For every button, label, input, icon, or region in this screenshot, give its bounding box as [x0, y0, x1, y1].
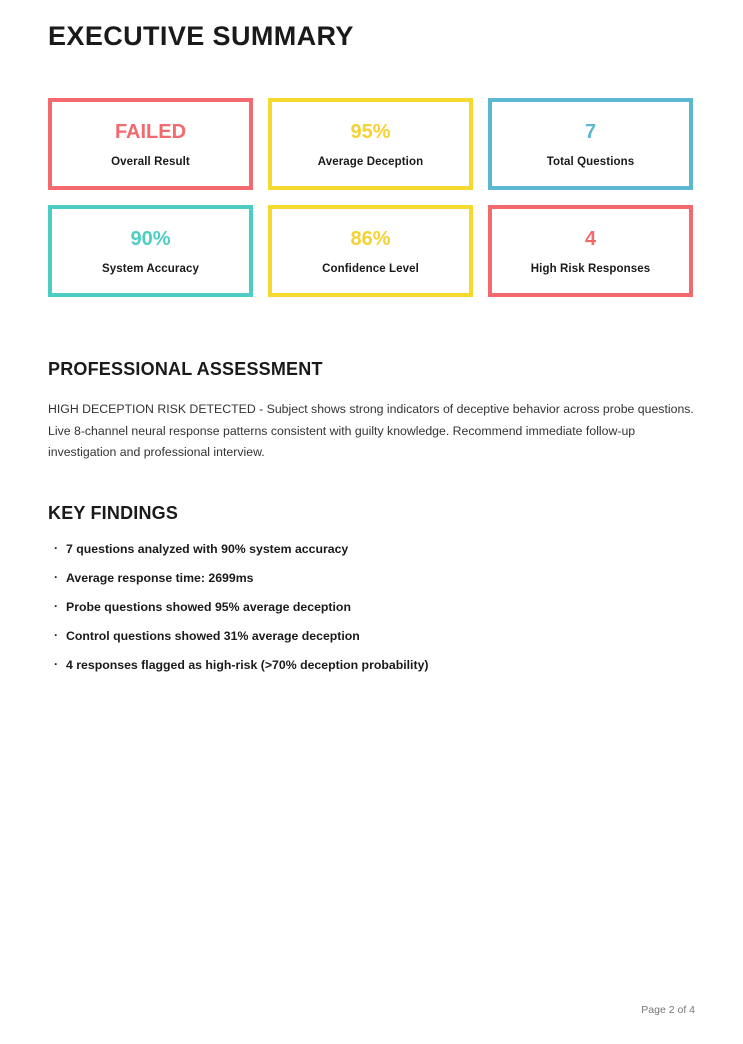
metric-card-total-questions: [488, 98, 693, 190]
assessment-heading: PROFESSIONAL ASSESSMENT: [48, 359, 323, 380]
findings-list: [48, 542, 695, 672]
page-footer: Page 2 of 4: [641, 1004, 695, 1016]
metric-value: 7: [584, 120, 597, 143]
metric-card-grid: [48, 98, 695, 297]
metric-value: FAILED: [114, 120, 187, 143]
list-item: · 7 questions analyzed with 90% system accuracy: [48, 542, 695, 556]
metric-card-high-risk-responses: [488, 205, 693, 297]
metric-label: Average Deception: [317, 155, 424, 168]
metric-value: 90%: [130, 227, 171, 250]
list-item: · Average response time: 2699ms: [48, 571, 695, 585]
list-item: · Probe questions showed 95% average deception: [48, 600, 695, 614]
metric-label: High Risk Responses: [530, 262, 651, 275]
metric-card-confidence-level: [268, 205, 473, 297]
findings-heading: KEY FINDINGS: [48, 502, 179, 523]
metric-label: System Accuracy: [102, 262, 199, 275]
metric-label: Confidence Level: [322, 262, 419, 275]
list-item: · 4 responses flagged as high-risk (>70% deception probability): [48, 658, 695, 672]
metric-label: Overall Result: [111, 155, 190, 168]
page-title: EXECUTIVE SUMMARY: [48, 21, 354, 51]
professional-assessment-section: [48, 359, 695, 462]
metric-label: Total Questions: [546, 155, 635, 168]
key-findings-section: [48, 503, 695, 672]
assessment-body: HIGH DECEPTION RISK DETECTED - Subject shows strong indicators of deceptive behavior across probe questions. Live 8-channel neural response patterns consistent with guilty knowledge. Recommend immediate follow-up investigation and professional interview.: [48, 402, 694, 459]
metric-value: 86%: [350, 227, 391, 250]
list-item: · Control questions showed 31% average deception: [48, 629, 695, 643]
metric-value: 95%: [350, 120, 391, 143]
metric-card-overall-result: [48, 98, 253, 190]
metric-card-average-deception: [268, 98, 473, 190]
metric-card-system-accuracy: [48, 205, 253, 297]
metric-value: 4: [584, 227, 597, 250]
